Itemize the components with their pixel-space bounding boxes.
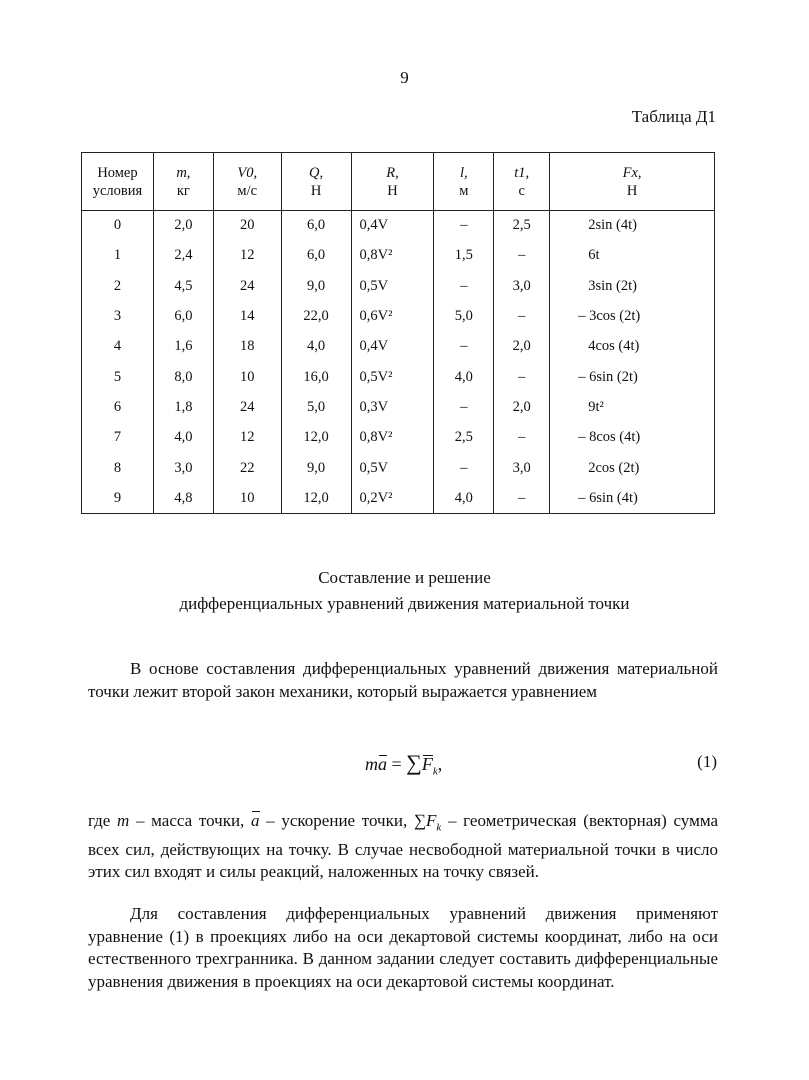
table-cell: 2,0 xyxy=(153,211,213,241)
page-number: 9 xyxy=(400,68,409,87)
table-cell: – xyxy=(434,453,494,483)
table-cell: 22,0 xyxy=(281,301,351,331)
table-cell: 4,0 xyxy=(281,332,351,362)
table-cell: 12 xyxy=(213,241,281,271)
table-cell: – xyxy=(434,332,494,362)
table-cell: 1 xyxy=(82,241,154,271)
header-fx: Fx, Н xyxy=(550,153,715,211)
table-header-row xyxy=(82,153,715,211)
table-cell: 0,6V² xyxy=(351,301,434,331)
table-cell: – 6sin (2t) xyxy=(550,362,715,392)
table-cell: 6t xyxy=(550,241,715,271)
table-cell: 3,0 xyxy=(153,453,213,483)
table-cell: 2 xyxy=(82,271,154,301)
table-row xyxy=(82,392,715,422)
header-q: Q, Н xyxy=(281,153,351,211)
table-cell: 5,0 xyxy=(281,392,351,422)
table-row xyxy=(82,271,715,301)
table-cell: 9 xyxy=(82,483,154,513)
table-cell: – xyxy=(434,211,494,241)
table-cell: – xyxy=(434,271,494,301)
table-row xyxy=(82,211,715,241)
table-cell: 0 xyxy=(82,211,154,241)
table-cell: 6,0 xyxy=(153,301,213,331)
table-cell: 2,4 xyxy=(153,241,213,271)
header-v0: V0, м/с xyxy=(213,153,281,211)
table-cell: – xyxy=(494,301,550,331)
table-cell: 8,0 xyxy=(153,362,213,392)
table-cell: 0,5V xyxy=(351,271,434,301)
table-cell: 12,0 xyxy=(281,423,351,453)
table-cell: 5 xyxy=(82,362,154,392)
table-cell: 14 xyxy=(213,301,281,331)
section-heading-line2: дифференциальных уравнений движения материальной точки xyxy=(179,594,630,613)
table-row xyxy=(82,332,715,362)
paragraph-method: Для составления дифференциальных уравнений движения применяют уравнение (1) в проекциях либо на оси декартовой системы координат, либо на оси естественного трехгранника. В данном задании следует составить дифференциальные уравнения движения в проекциях на оси декартовой системы координат. xyxy=(88,904,718,991)
table-cell: 16,0 xyxy=(281,362,351,392)
table-row xyxy=(82,362,715,392)
table-cell: 4,0 xyxy=(434,483,494,513)
table-cell: 20 xyxy=(213,211,281,241)
table-cell: 9,0 xyxy=(281,271,351,301)
table-cell: 24 xyxy=(213,271,281,301)
table-row xyxy=(82,241,715,271)
table-row xyxy=(82,301,715,331)
section-heading-line1: Составление и решение xyxy=(318,568,491,587)
table-cell: 24 xyxy=(213,392,281,422)
table-cell: 9,0 xyxy=(281,453,351,483)
table-row xyxy=(82,483,715,513)
table-cell: 2cos (2t) xyxy=(550,453,715,483)
table-cell: 7 xyxy=(82,423,154,453)
table-cell: 6,0 xyxy=(281,241,351,271)
table-cell: 2sin (4t) xyxy=(550,211,715,241)
table-cell: 4,5 xyxy=(153,271,213,301)
table-cell: 0,5V xyxy=(351,453,434,483)
table-cell: 2,5 xyxy=(494,211,550,241)
table-cell: 2,0 xyxy=(494,392,550,422)
table-cell: 3 xyxy=(82,301,154,331)
table-cell: – xyxy=(494,362,550,392)
header-r: R, Н xyxy=(351,153,434,211)
table-cell: – 8cos (4t) xyxy=(550,423,715,453)
table-cell: – 3cos (2t) xyxy=(550,301,715,331)
table-cell: 3,0 xyxy=(494,271,550,301)
table-cell: 5,0 xyxy=(434,301,494,331)
equation-newton: ma = $\sum F_k$, xyxy=(365,750,443,778)
table-cell: 3sin (2t) xyxy=(550,271,715,301)
table-cell: – xyxy=(494,241,550,271)
table-cell: 0,2V² xyxy=(351,483,434,513)
table-cell: 10 xyxy=(213,483,281,513)
paragraph-definitions: где m – масса точки, a – ускорение точки, $\sum F_k$ – геометрическая (векторная) сумма всех сил, действующих на точку. В случае несвободной материальной точки в число этих сил входят и силы реакций, наложенных на точку связей. xyxy=(88,811,719,882)
table-cell: 12 xyxy=(213,423,281,453)
table-cell: 2,0 xyxy=(494,332,550,362)
table-cell: 22 xyxy=(213,453,281,483)
table-cell: 4,0 xyxy=(434,362,494,392)
table-cell: 4,0 xyxy=(153,423,213,453)
table-cell: 0,8V² xyxy=(351,241,434,271)
table-cell: 9t² xyxy=(550,392,715,422)
table-cell: 2,5 xyxy=(434,423,494,453)
table-cell: 1,8 xyxy=(153,392,213,422)
table-cell: 0,5V² xyxy=(351,362,434,392)
table-cell: – xyxy=(494,483,550,513)
paragraph-intro: В основе составления дифференциальных уравнений движения материальной точки лежит второй закон механики, который выражается уравнением xyxy=(88,659,718,701)
table-cell: 1,6 xyxy=(153,332,213,362)
equation-number: (1) xyxy=(697,752,717,771)
table-cell: – xyxy=(434,392,494,422)
table-cell: 18 xyxy=(213,332,281,362)
table-cell: 4cos (4t) xyxy=(550,332,715,362)
header-t1: t1, с xyxy=(494,153,550,211)
table-cell: 8 xyxy=(82,453,154,483)
table-cell: – xyxy=(494,423,550,453)
header-m: m, кг xyxy=(153,153,213,211)
header-l: l, м xyxy=(434,153,494,211)
table-row xyxy=(82,423,715,453)
table-cell: 3,0 xyxy=(494,453,550,483)
header-condition: Номер условия xyxy=(82,153,154,211)
table-cell: 0,3V xyxy=(351,392,434,422)
table-caption: Таблица Д1 xyxy=(631,107,716,126)
table-cell: 0,4V xyxy=(351,332,434,362)
table-cell: 4 xyxy=(82,332,154,362)
table-cell: 6,0 xyxy=(281,211,351,241)
table-row xyxy=(82,453,715,483)
table-cell: 10 xyxy=(213,362,281,392)
data-table xyxy=(81,152,715,514)
table-cell: 0,4V xyxy=(351,211,434,241)
table-cell: 0,8V² xyxy=(351,423,434,453)
table-cell: 6 xyxy=(82,392,154,422)
table-cell: 4,8 xyxy=(153,483,213,513)
table-cell: – 6sin (4t) xyxy=(550,483,715,513)
table-cell: 1,5 xyxy=(434,241,494,271)
table-cell: 12,0 xyxy=(281,483,351,513)
